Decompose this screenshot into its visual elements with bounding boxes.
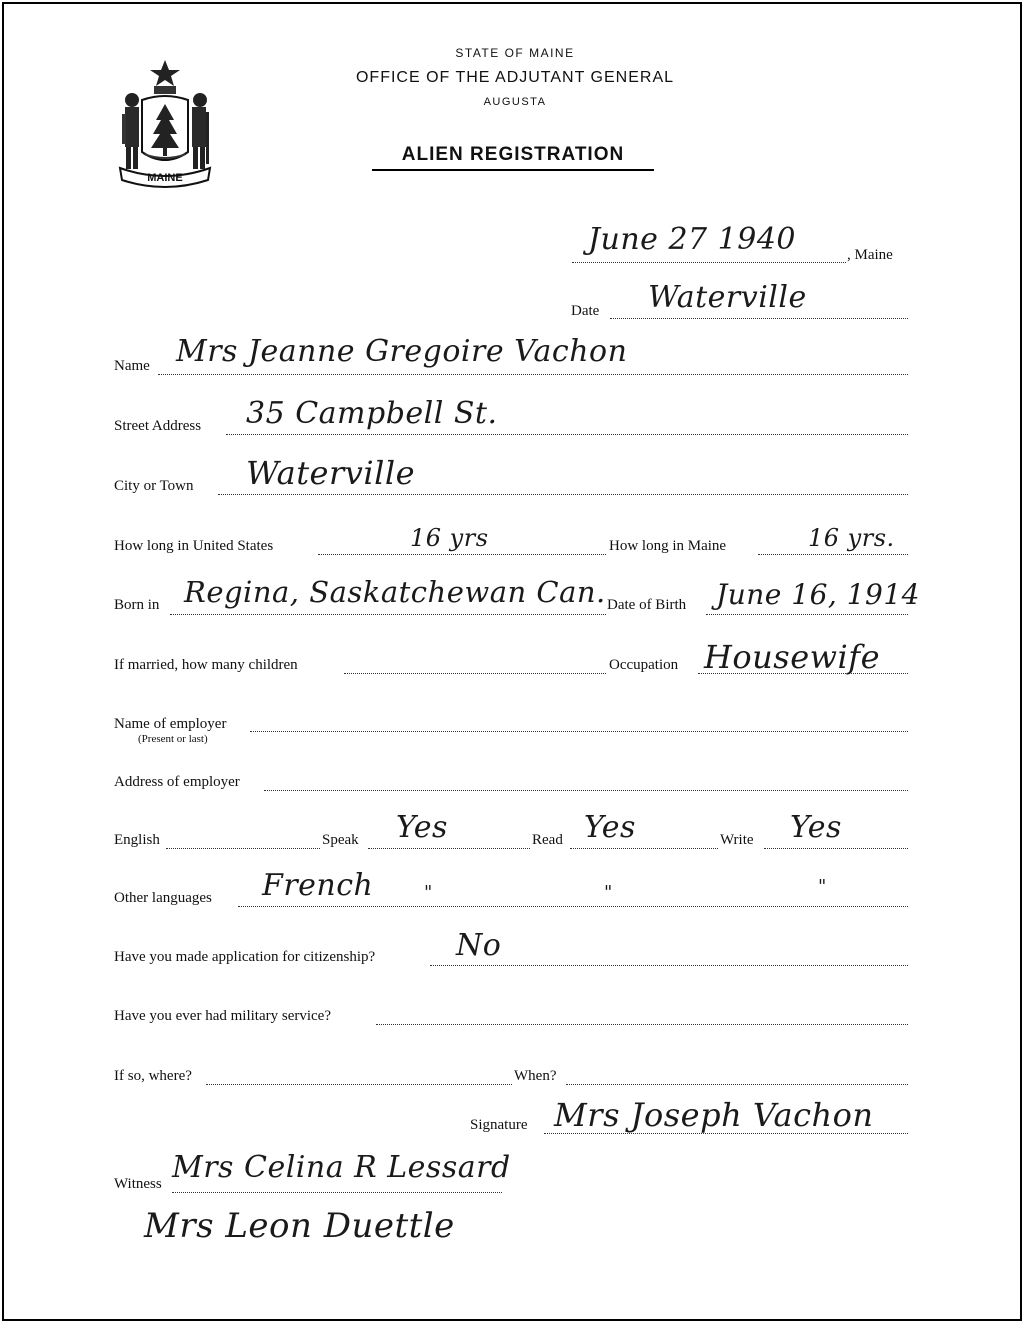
signature-label: Signature — [470, 1117, 528, 1133]
other-languages-label: Other languages — [114, 890, 212, 906]
name-value: Mrs Jeanne Gregoire Vachon — [176, 334, 628, 369]
form-title: ALIEN REGISTRATION — [372, 144, 654, 171]
when-line — [566, 1084, 908, 1085]
citizenship-label: Have you made application for citizenship? — [114, 949, 376, 965]
other-languages-line — [238, 906, 908, 907]
children-label: If married, how many children — [114, 657, 298, 673]
children-line — [344, 673, 606, 674]
name-line — [158, 374, 908, 375]
ditto-write: " — [818, 876, 827, 897]
write-label: Write — [720, 832, 754, 848]
svg-text:MAINE: MAINE — [147, 172, 183, 184]
us-duration-label: How long in United States — [114, 538, 274, 554]
date-value: June 27 1940 — [588, 222, 797, 257]
military-label: Have you ever had military service? — [114, 1008, 331, 1024]
witness-label: Witness — [114, 1176, 162, 1192]
employer-sublabel: (Present or last) — [138, 733, 208, 745]
street-label: Street Address — [114, 418, 202, 434]
military-line — [376, 1024, 908, 1025]
employer-address-label: Address of employer — [114, 774, 240, 790]
born-label: Born in — [114, 597, 160, 613]
maine-duration-line — [758, 554, 908, 555]
dob-line — [706, 614, 908, 615]
maine-duration-label: How long in Maine — [609, 538, 727, 554]
state-seal-icon — [112, 56, 218, 190]
ditto-speak: " — [424, 882, 433, 903]
other-languages-value: French — [262, 868, 374, 903]
read-value: Yes — [584, 810, 636, 845]
read-line — [570, 848, 718, 849]
us-duration-line — [318, 554, 606, 555]
citizenship-value: No — [456, 928, 502, 963]
employer-address-line — [264, 790, 908, 791]
write-value: Yes — [790, 810, 842, 845]
citizenship-line — [430, 965, 908, 966]
read-label: Read — [532, 832, 563, 848]
us-duration-value: 16 yrs — [410, 524, 489, 552]
where-line — [206, 1084, 512, 1085]
place-value: Waterville — [648, 280, 807, 315]
date-line — [572, 262, 846, 263]
born-value: Regina, Saskatchewan Can. — [184, 575, 606, 609]
born-line — [170, 614, 606, 615]
dob-label: Date of Birth — [607, 597, 687, 613]
signature-value: Mrs Joseph Vachon — [554, 1096, 874, 1134]
date-label: Date — [571, 303, 600, 319]
witness-value-1: Mrs Celina R Lessard — [172, 1150, 511, 1185]
header-city: AUGUSTA — [483, 96, 547, 108]
write-line — [764, 848, 908, 849]
english-line-1 — [166, 848, 320, 849]
occupation-label: Occupation — [609, 657, 679, 673]
witness-value-2: Mrs Leon Duettle — [144, 1206, 455, 1246]
ditto-read: " — [604, 882, 613, 903]
speak-label: Speak — [322, 832, 359, 848]
city-line — [218, 494, 908, 495]
when-label: When? — [514, 1068, 557, 1084]
header-office: OFFICE OF THE ADJUTANT GENERAL — [355, 69, 675, 86]
city-value: Waterville — [246, 454, 415, 492]
employer-line — [250, 731, 908, 732]
occupation-value: Housewife — [704, 638, 881, 676]
maine-duration-value: 16 yrs. — [808, 524, 895, 552]
street-value: 35 Campbell St. — [246, 396, 498, 431]
speak-line — [368, 848, 530, 849]
city-label: City or Town — [114, 478, 194, 494]
where-label: If so, where? — [114, 1068, 192, 1084]
street-line — [226, 434, 908, 435]
employer-label: Name of employer — [114, 716, 227, 732]
maine-suffix: , Maine — [847, 247, 893, 263]
place-line — [610, 318, 908, 319]
english-label: English — [114, 832, 160, 848]
dob-value: June 16, 1914 — [716, 578, 920, 611]
witness-line — [172, 1192, 502, 1193]
header-state: STATE OF MAINE — [455, 46, 575, 60]
name-label: Name — [114, 358, 150, 374]
speak-value: Yes — [396, 810, 448, 845]
